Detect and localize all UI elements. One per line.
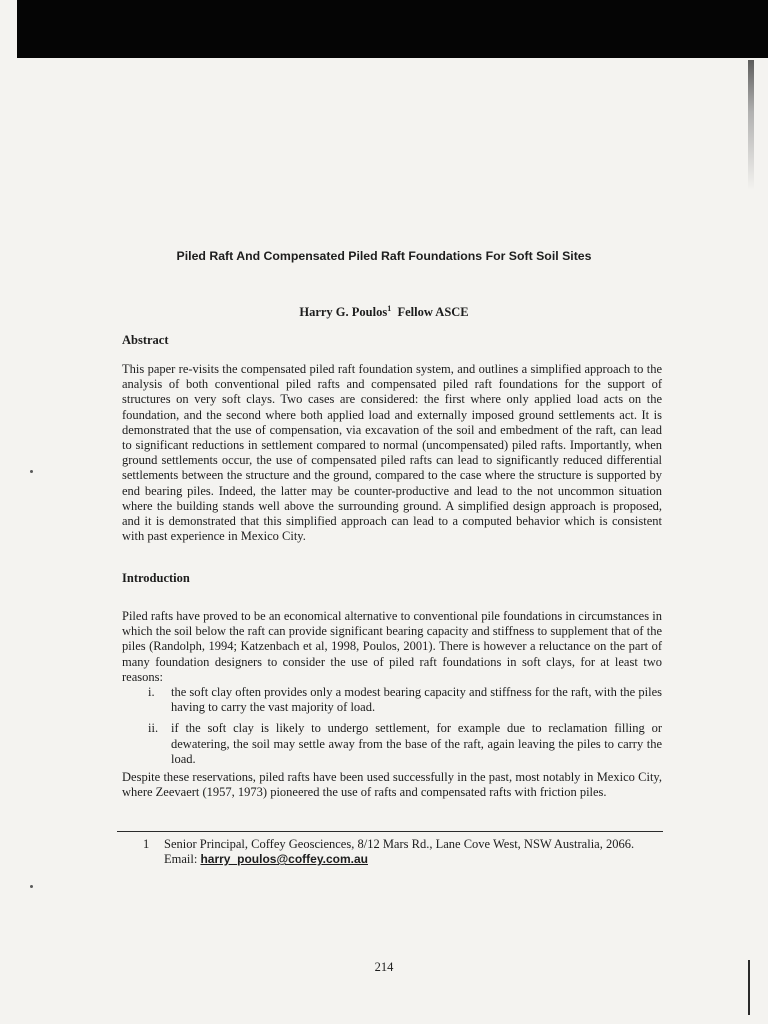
footnote xyxy=(122,837,662,867)
email-link[interactable]: harry_poulos@coffey.com.au xyxy=(200,852,368,867)
list-item-text: the soft clay often provides only a modest bearing capacity and stiffness for the raft, with the piles having to carry the vast majority of load. xyxy=(171,685,662,715)
reasons-list xyxy=(122,685,662,773)
scan-edge-shadow xyxy=(748,60,754,190)
list-item-text: if the soft clay is likely to undergo settlement, for example due to reclamation filling or dewatering, the soil may settle away from the base of the raft, again leaving the piles to carry the load. xyxy=(171,721,662,766)
list-item xyxy=(122,685,662,715)
author-affiliation: Fellow ASCE xyxy=(397,305,469,320)
introduction-heading: Introduction xyxy=(122,571,190,585)
author-line xyxy=(0,304,768,320)
scan-speck xyxy=(30,885,33,888)
list-item-number: ii. xyxy=(148,721,159,736)
closing-paragraph: Despite these reservations, piled rafts have been used successfully in the past, most notably in Mexico City, where Zeevaert (1957, 1973) pioneered the use of rafts and compensated rafts with friction piles. xyxy=(122,770,662,800)
footnote-divider xyxy=(117,831,663,832)
abstract-heading: Abstract xyxy=(122,333,169,347)
scan-speck xyxy=(30,470,33,473)
introduction-paragraph: Piled rafts have proved to be an economical alternative to conventional pile foundations in circumstances in which the soil below the raft can provide significant bearing capacity and stiffness to supplement that of the piles (Randolph, 1994; Katzenbach et al, 1998, Poulos, 2001). There is however a reluctance on the part of many foundation designers to consider the use of piled raft foundations in soft clays, for at least two reasons: xyxy=(122,609,662,684)
author-footnote-mark: 1 xyxy=(387,304,392,313)
abstract-text: This paper re-visits the compensated piled raft foundation system, and outlines a simplified approach to the analysis of both conventional piled rafts and compensated piled raft foundations for the support of structures on very soft clays. Two cases are considered: the first where only applied load acts on the foundation, and the second where both applied load and externally imposed ground settlements act. It is demonstrated that the use of compensation, via excavation of the soil and embedment of the raft, can lead to significant reductions in settlement compared to normal (uncompensated) piled rafts. Importantly, when ground settlements occur, the use of compensated piled rafts can lead to significantly reduced differential settlements between the structure and the ground, compared to the case where the structure is supported by end bearing piles. Indeed, the latter may be counter-productive and lead to the not uncommon situation where the building stands well above the surrounding ground. A simplified design approach is proposed, and it is demonstrated that this simplified approach can lead to a computed behavior which is consistent with past experience in Mexico City. xyxy=(122,362,662,544)
paper-title: Piled Raft And Compensated Piled Raft Foundations For Soft Soil Sites xyxy=(176,249,592,263)
footnote-text: Senior Principal, Coffey Geosciences, 8/12 Mars Rd., Lane Cove West, NSW Australia, 2066. Email: xyxy=(164,837,635,867)
list-item-number: i. xyxy=(148,685,155,699)
page-number: 214 xyxy=(374,960,394,974)
footnote-number: 1 xyxy=(143,837,150,851)
author-name: Harry G. Poulos xyxy=(299,305,388,320)
scan-border-top xyxy=(17,0,768,58)
list-item xyxy=(122,721,662,767)
